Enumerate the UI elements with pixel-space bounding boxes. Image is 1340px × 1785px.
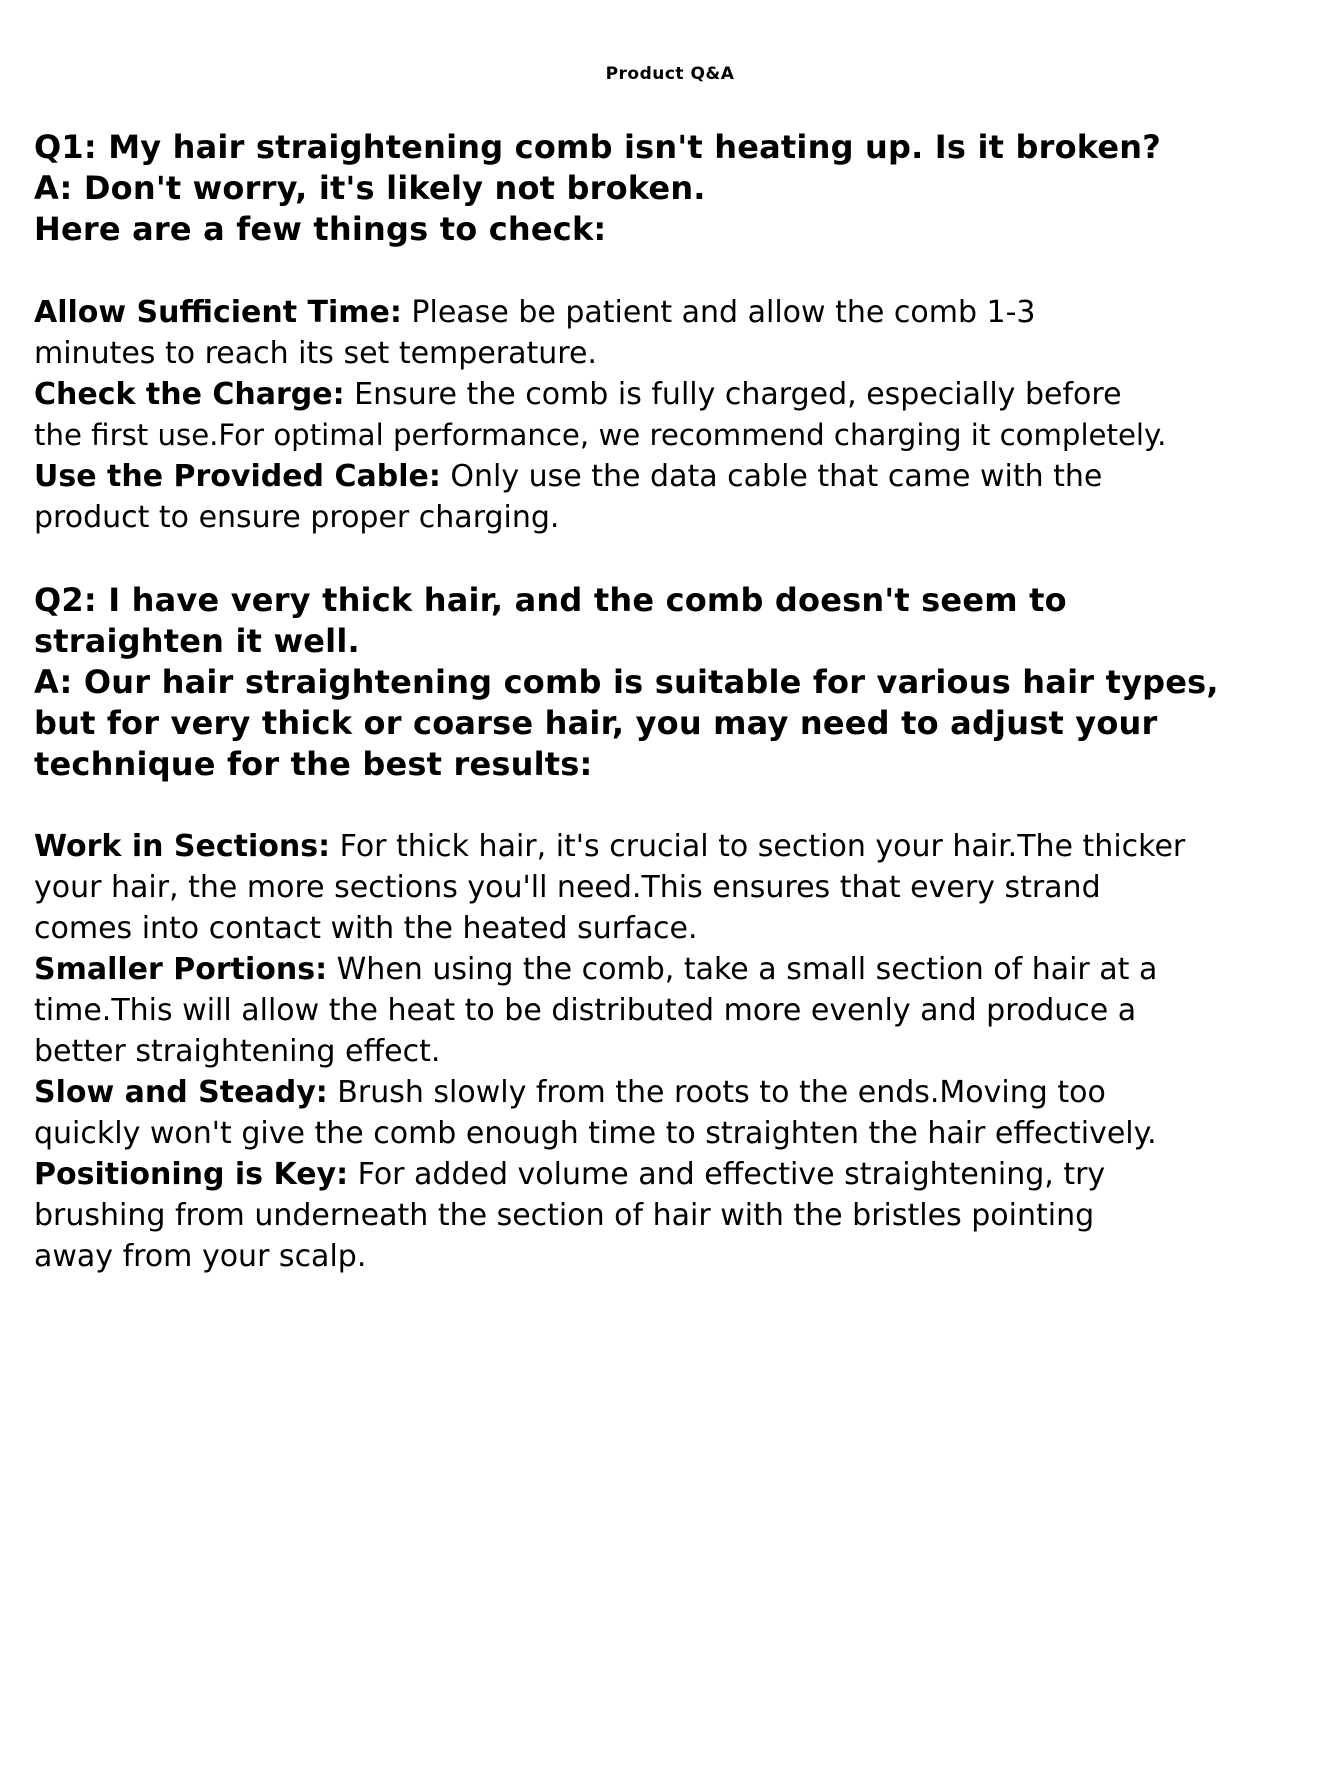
q1-tip-1-text: Please be patient and allow the comb 1-3 — [401, 295, 1036, 330]
q2-tip-2-line-3: better straightening effect. — [34, 1034, 441, 1069]
q1-tip-1-line-2: minutes to reach its set temperature. — [34, 336, 597, 371]
q2-tip-2 — [34, 949, 1157, 990]
q2-tip-3 — [34, 1072, 1106, 1113]
q2-tip-4-line-3: away from your scalp. — [34, 1239, 367, 1274]
q2-tip-2-line-2: time.This will allow the heat to be distributed more evenly and produce a — [34, 993, 1137, 1028]
q1-tip-2-label: Check the Charge: — [34, 377, 345, 412]
q1-tip-2-text: Ensure the comb is fully charged, especially before — [344, 377, 1122, 412]
q2-tip-1-text: For thick hair, it's crucial to section your hair.The thicker — [330, 829, 1186, 864]
q1-tip-3-text: Only use the data cable that came with the — [440, 459, 1103, 494]
q2-tip-3-line-2: quickly won't give the comb enough time to straighten the hair effectively. — [34, 1116, 1157, 1151]
q2-tip-1-line-3: comes into contact with the heated surface. — [34, 911, 698, 946]
q1-tip-3-line-2: product to ensure proper charging. — [34, 500, 560, 535]
q1-question: Q1: My hair straightening comb isn't heating up. Is it broken? — [34, 128, 1162, 166]
q2-tip-2-text: When using the comb, take a small section of hair at a — [327, 952, 1158, 987]
q1-tip-2 — [34, 374, 1122, 415]
q1-tip-1 — [34, 292, 1036, 333]
q2-answer-line-3: technique for the best results: — [34, 745, 593, 783]
q2-tip-1 — [34, 826, 1185, 867]
q1-answer-line-1: A: Don't worry, it's likely not broken. — [34, 169, 706, 207]
q1-answer-line-2: Here are a few things to check: — [34, 210, 607, 248]
q1-tip-3-label: Use the Provided Cable: — [34, 459, 441, 494]
q2-tip-1-label: Work in Sections: — [34, 829, 331, 864]
q2-tip-1-line-2: your hair, the more sections you'll need.This ensures that every strand — [34, 870, 1101, 905]
page-title: Product Q&A — [605, 64, 735, 84]
q2-tip-2-label: Smaller Portions: — [34, 952, 328, 987]
q2-tip-4-line-2: brushing from underneath the section of hair with the bristles pointing — [34, 1198, 1095, 1233]
q2-tip-3-text: Brush slowly from the roots to the ends.Moving too — [327, 1075, 1106, 1110]
q2-question-line-1: Q2: I have very thick hair, and the comb doesn't seem to — [34, 581, 1067, 619]
q2-tip-4-label: Positioning is Key: — [34, 1157, 349, 1192]
q2-tip-4 — [34, 1154, 1105, 1195]
q2-tip-4-text: For added volume and effective straightening, try — [348, 1157, 1106, 1192]
q2-tip-3-label: Slow and Steady: — [34, 1075, 328, 1110]
q2-answer-line-2: but for very thick or coarse hair, you may need to adjust your — [34, 704, 1158, 742]
q1-tip-1-label: Allow Sufficient Time: — [34, 295, 402, 330]
q2-answer-line-1: A: Our hair straightening comb is suitable for various hair types, — [34, 663, 1219, 701]
q1-tip-3 — [34, 456, 1102, 497]
q2-question-line-2: straighten it well. — [34, 622, 360, 660]
q1-tip-2-line-2: the first use.For optimal performance, we recommend charging it completely. — [34, 418, 1167, 452]
